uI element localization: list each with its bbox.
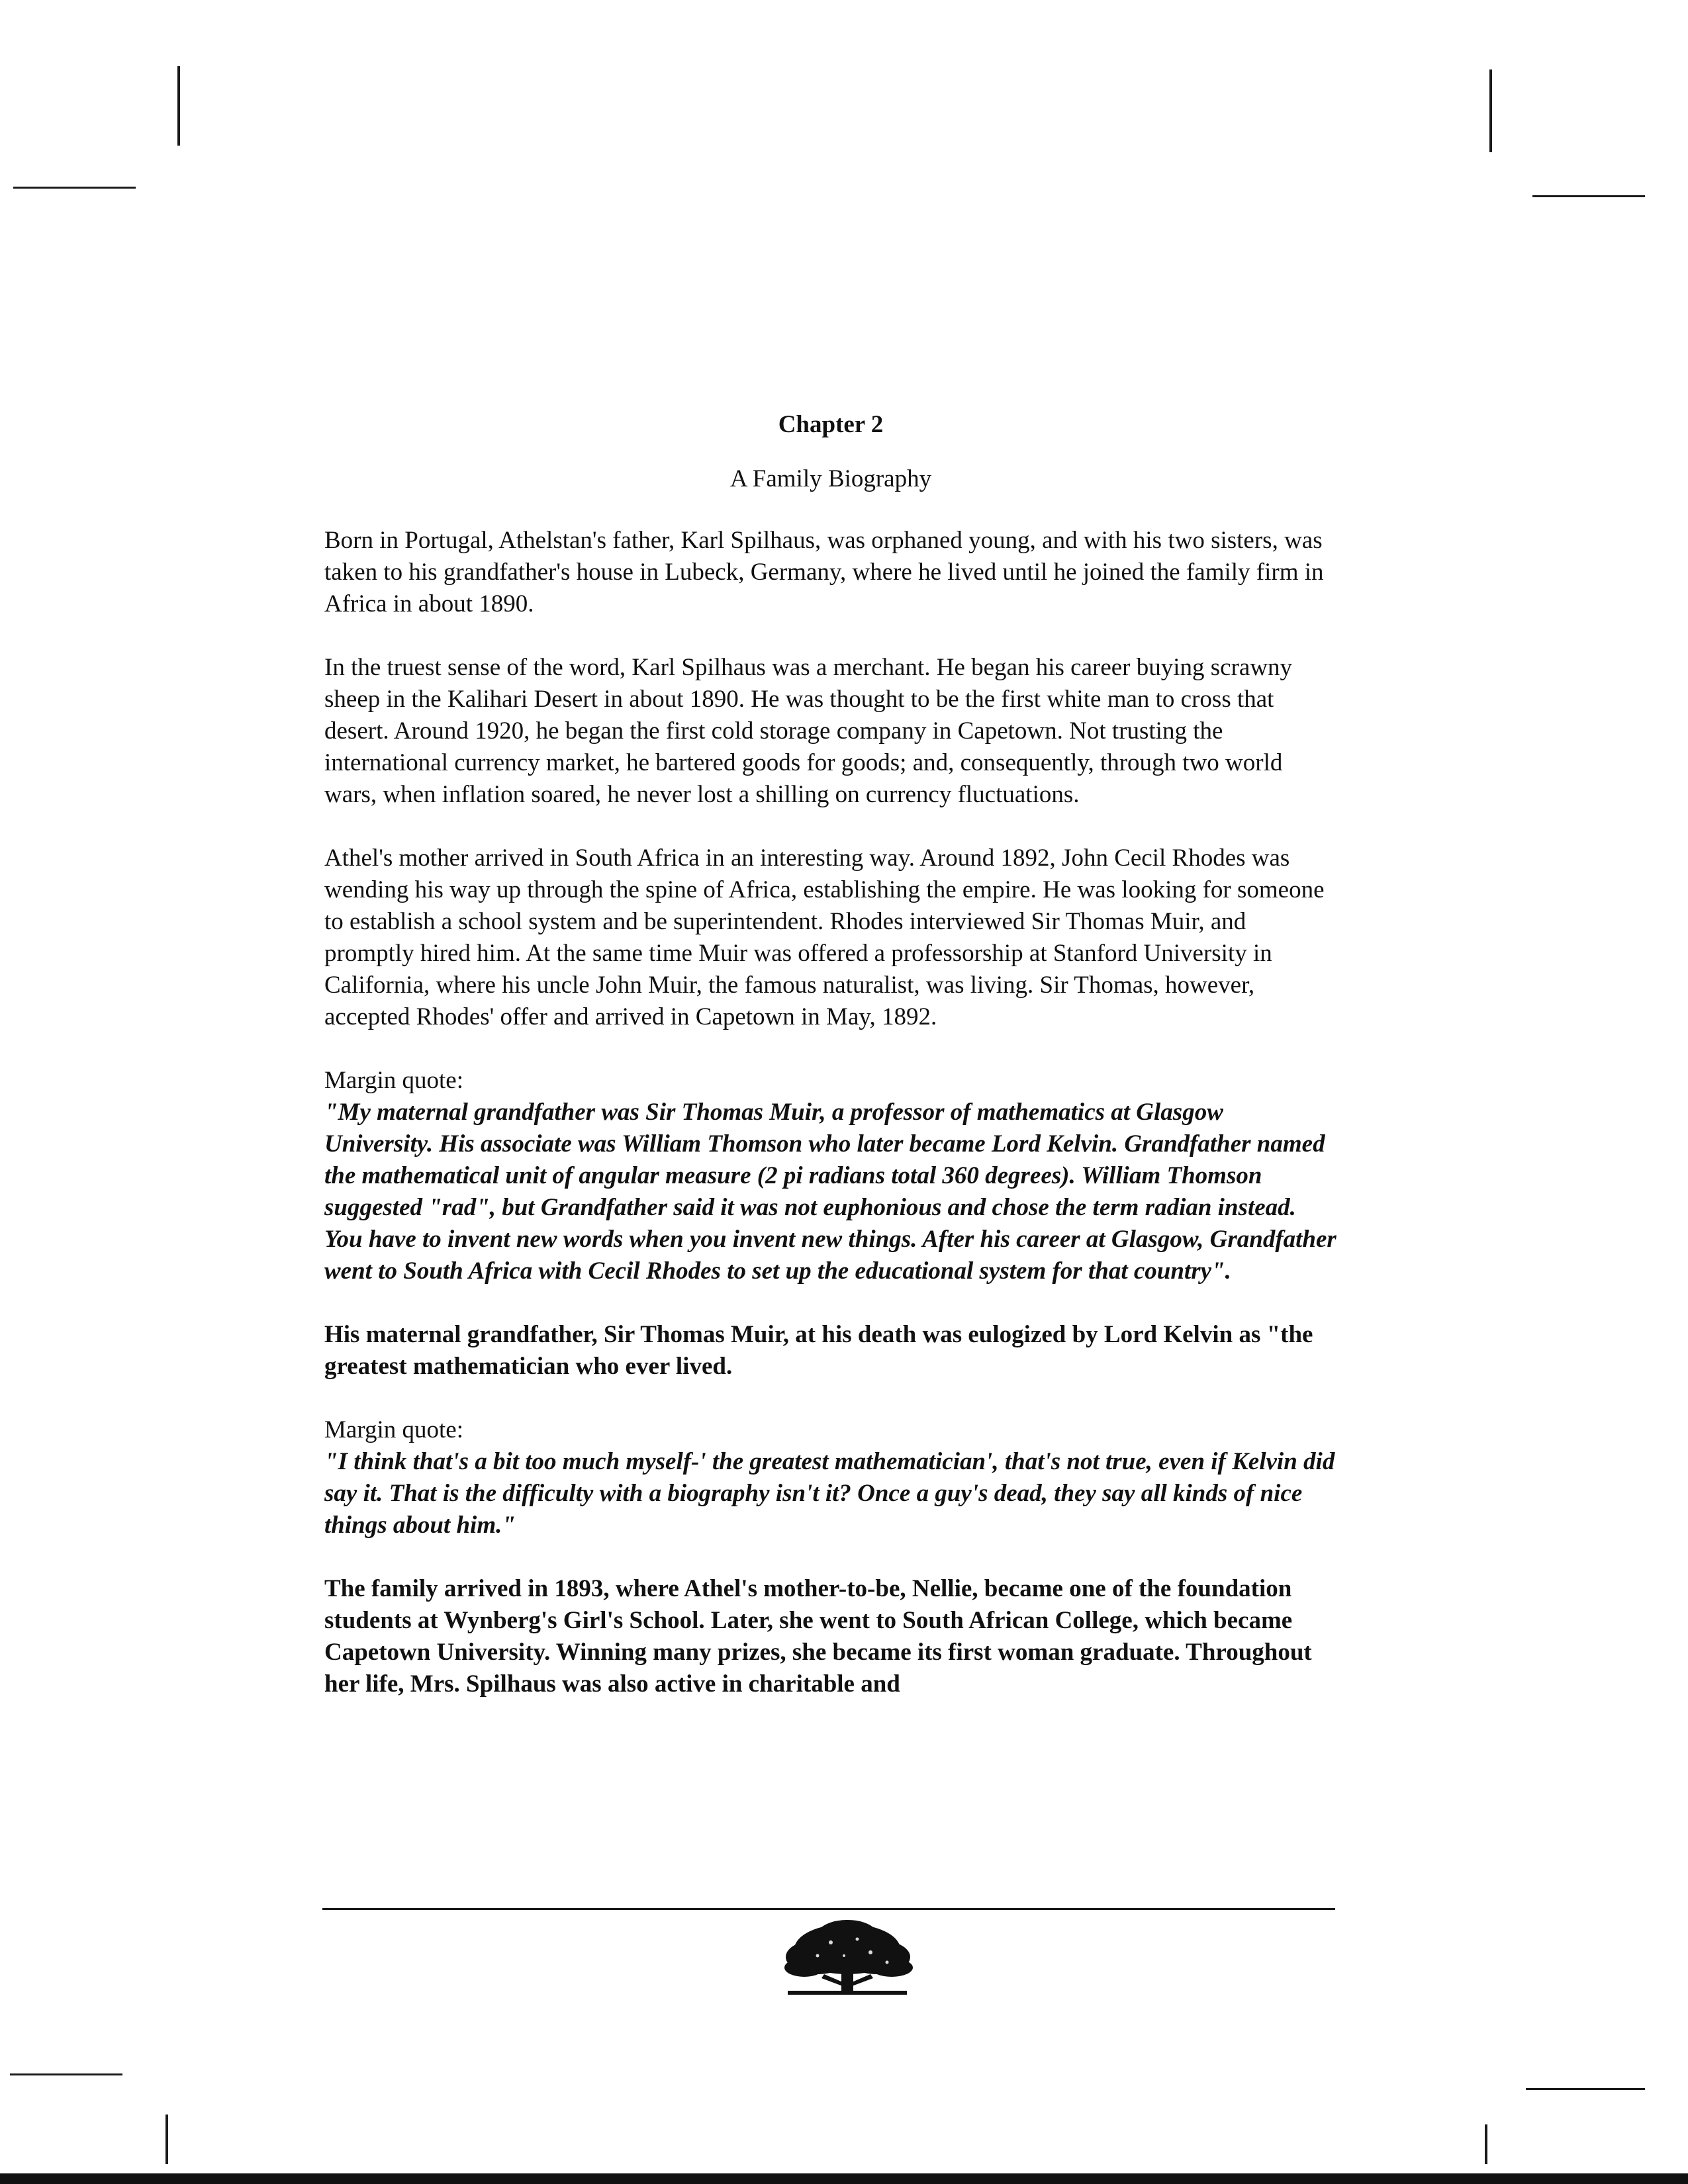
crop-mark-bottom-right-horizontal — [1526, 2088, 1645, 2090]
chapter-title: A Family Biography — [729, 465, 932, 493]
crop-mark-bottom-left-vertical — [165, 2115, 168, 2164]
crop-mark-top-left-vertical — [177, 66, 180, 146]
margin-quote-label-1: Margin quote: — [324, 1066, 463, 1094]
paragraph-2: In the truest sense of the word, Karl Spilhaus was a merchant. He began his career buying scrawny sheep in the Kalihari Desert in about 1890. He was thought to be the first white man to cross that desert. Around 1920, he began the first cold storage company in Capetown. Not trusting the international currency market, he bartered goods for goods; and, consequently, through two world wars, when inflation soared, he never lost a shilling on currency fluctuations. — [324, 653, 1293, 808]
chapter-heading: Chapter 2 — [778, 411, 884, 438]
crop-mark-top-left-horizontal — [13, 187, 136, 189]
margin-quote-2: "I think that's a bit too much myself-' the greatest mathematician', that's not true, even if Kelvin did say it. That is the difficulty with a biography isn't it? Once a guy's dead, they say all kinds of nice things about him." — [324, 1447, 1335, 1539]
footer-rule — [322, 1908, 1335, 1910]
paragraph-3: Athel's mother arrived in South Africa in an interesting way. Around 1892, John Cecil Rhodes was wending his way up through the spine of Africa, establishing the empire. He was looking for someone to establish a school system and be superintendent. Rhodes interviewed Sir Thomas Muir, and promptly hired him. At the same time Muir was offered a professorship at Stanford University in California, where his uncle John Muir, the famous naturalist, was living. Sir Thomas, however, accepted Rhodes' offer and arrived in Capetown in May, 1892. — [324, 844, 1325, 1030]
paragraph-5: The family arrived in 1893, where Athel's mother-to-be, Nellie, became one of the foundation students at Wynberg's Girl's School. Later, she went to South African College, which became Capetown University. Winning many prizes, she became its first woman graduate. Throughout her life, Mrs. Spilhaus was also active in charitable and — [324, 1574, 1312, 1698]
crop-mark-top-right-horizontal — [1532, 195, 1645, 197]
crop-mark-bottom-right-vertical — [1485, 2124, 1487, 2164]
margin-quote-label-2: Margin quote: — [324, 1416, 463, 1443]
margin-quote-1: "My maternal grandfather was Sir Thomas Muir, a professor of mathematics at Glasgow University. His associate was William Thomson who later became Lord Kelvin. Grandfather named the mathematical unit of angular measure (2 pi radians total 360 degrees). William Thomson suggested "rad", but Grandfather said it was not euphonious and chose the term radian instead. You have to invent new words when you invent new things. After his career at Glasgow, Grandfather went to South Africa with Cecil Rhodes to set up the educational system for that country". — [324, 1098, 1336, 1285]
paragraph-4: His maternal grandfather, Sir Thomas Muir, at his death was eulogized by Lord Kelvin as "the greatest mathematician who ever lived. — [324, 1320, 1313, 1380]
crop-mark-bottom-left-horizontal — [10, 2073, 122, 2075]
paragraph-1: Born in Portugal, Athelstan's father, Karl Spilhaus, was orphaned young, and with his two sisters, was taken to his grandfather's house in Lubeck, Germany, where he lived until he joined the family firm in Africa in about 1890. — [324, 526, 1324, 617]
oak-tree-icon — [778, 1916, 917, 2005]
scan-bottom-edge — [0, 2173, 1688, 2184]
crop-mark-top-right-vertical — [1489, 69, 1492, 152]
document-page — [324, 410, 1337, 1732]
